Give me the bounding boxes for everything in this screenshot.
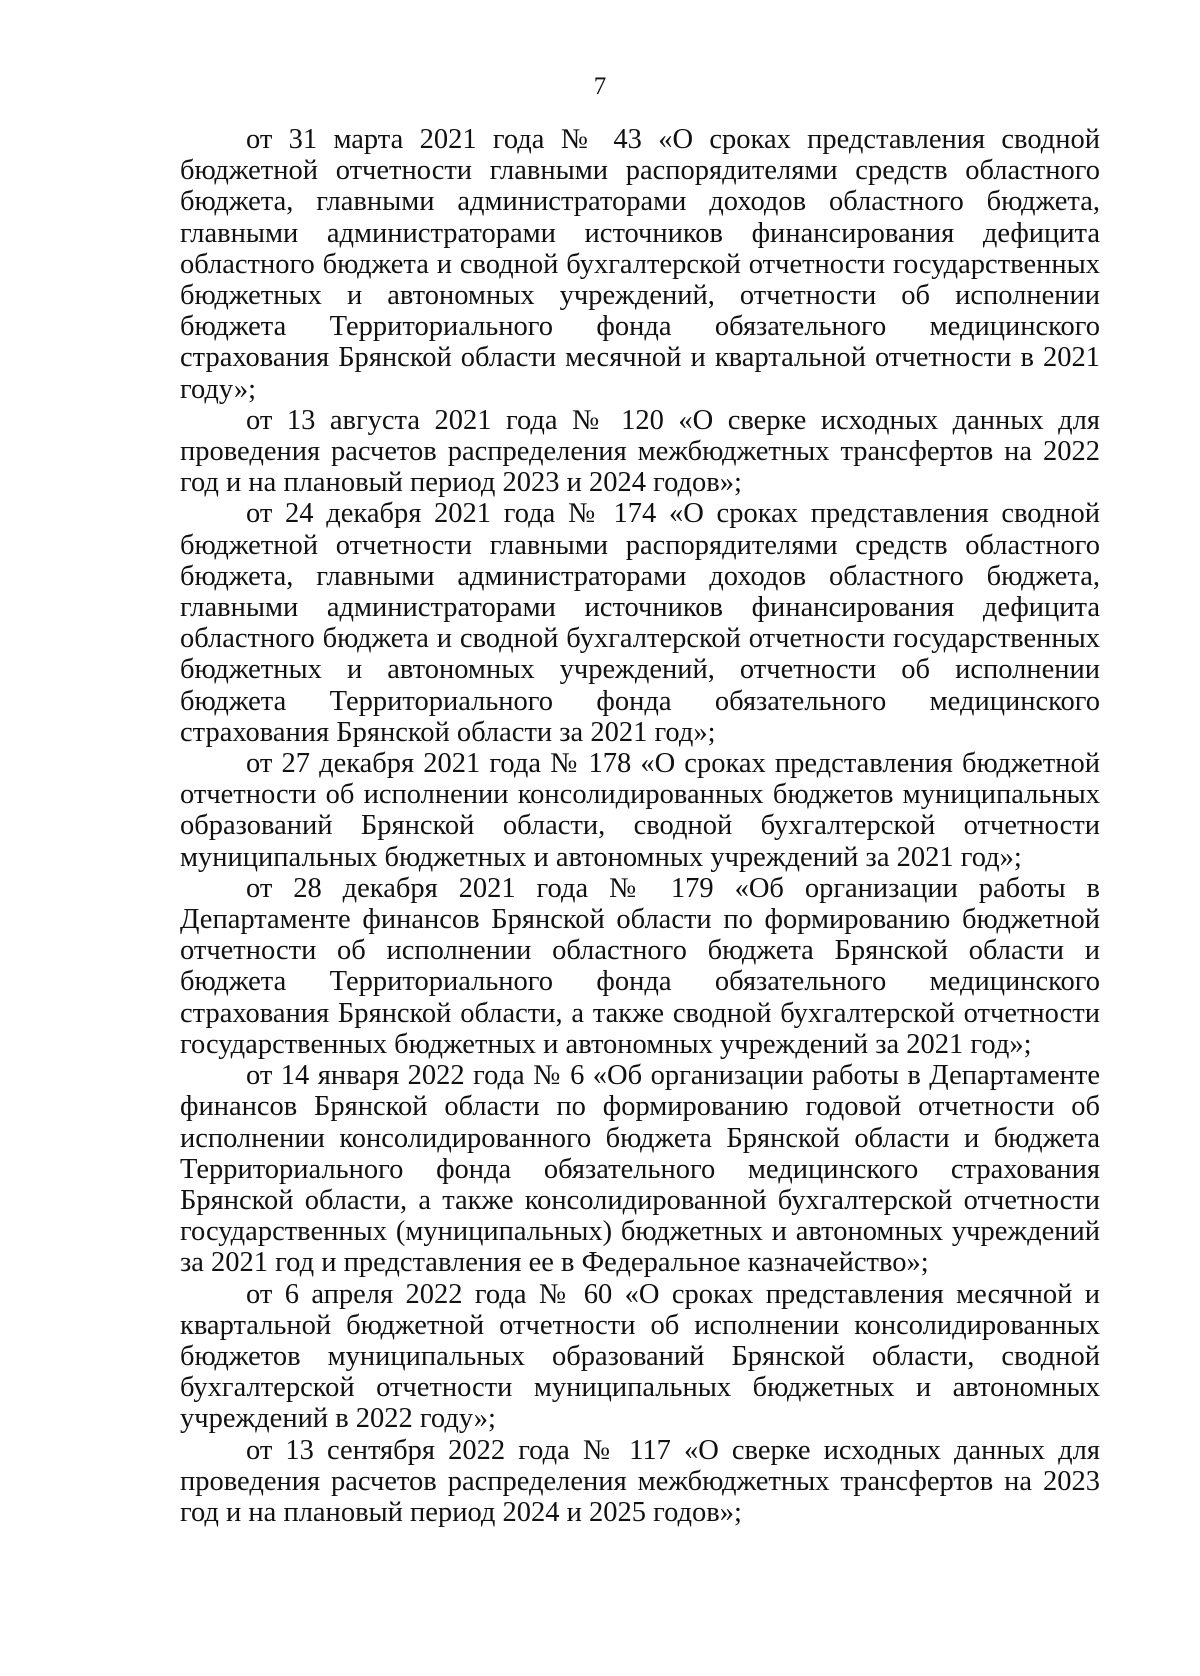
list-item: от 27 декабря 2021 года № 178 «О сроках представления бюджетной отчетности об исполнении консолидированных бюджетов муниципальных образований Брянской области, сводной бухгалтерской отчетности муниципальных бюджетных и автономных учреждений за 2021 год»; xyxy=(180,748,1100,873)
page-number: 7 xyxy=(593,73,607,100)
list-item: от 13 августа 2021 года № 120 «О сверке исходных данных для проведения расчетов распределения межбюджетных трансфертов на 2022 год и на плановый период 2023 и 2024 годов»; xyxy=(180,404,1100,499)
list-item: от 31 марта 2021 года № 43 «О сроках представления сводной бюджетной отчетности главными распорядителями средств областного бюджета, главными администраторами доходов областного бюджета, главными администраторами источников финансирования дефицита областного бюджета и сводной бухгалтерской отчетности государственных бюджетных и автономных учреждений, отчетности об исполнении бюджета Территориального фонда обязательного медицинского страхования Брянской области месячной и квартальной отчетности в 2021 году»; xyxy=(180,124,1100,405)
list-item: от 28 декабря 2021 года № 179 «Об организации работы в Департаменте финансов Брянской области по формированию бюджетной отчетности об исполнении областного бюджета Брянской области и бюджета Территориального фонда обязательного медицинского страхования Брянской области, а также сводной бухгалтерской отчетности государственных бюджетных и автономных учреждений за 2021 год»; xyxy=(180,872,1100,1060)
list-item: от 13 сентября 2022 года № 117 «О сверке исходных данных для проведения расчетов распределения межбюджетных трансфертов на 2023 год и на плановый период 2024 и 2025 годов»; xyxy=(180,1434,1100,1528)
list-item: от 24 декабря 2021 года № 174 «О сроках представления сводной бюджетной отчетности главными распорядителями средств областного бюджета, главными администраторами доходов областного бюджета, главными администраторами источников финансирования дефицита областного бюджета и сводной бухгалтерской отчетности государственных бюджетных и автономных учреждений, отчетности об исполнении бюджета Территориального фонда обязательного медицинского страхования Брянской области за 2021 год»; xyxy=(180,498,1100,748)
list-item: от 6 апреля 2022 года № 60 «О сроках представления месячной и квартальной бюджетной отчетности об исполнении консолидированных бюджетов муниципальных образований Брянской области, сводной бухгалтерской отчетности муниципальных бюджетных и автономных учреждений в 2022 году»; xyxy=(180,1278,1100,1435)
document-body xyxy=(180,124,1100,1528)
list-item: от 14 января 2022 года № 6 «Об организации работы в Департаменте финансов Брянской области по формированию годовой отчетности об исполнении консолидированного бюджета Брянской области и бюджета Территориального фонда обязательного медицинского страхования Брянской области, а также консолидированной бухгалтерской отчетности государственных (муниципальных) бюджетных и автономных учреждений за 2021 год и представления ее в Федеральное казначейство»; xyxy=(180,1060,1100,1279)
